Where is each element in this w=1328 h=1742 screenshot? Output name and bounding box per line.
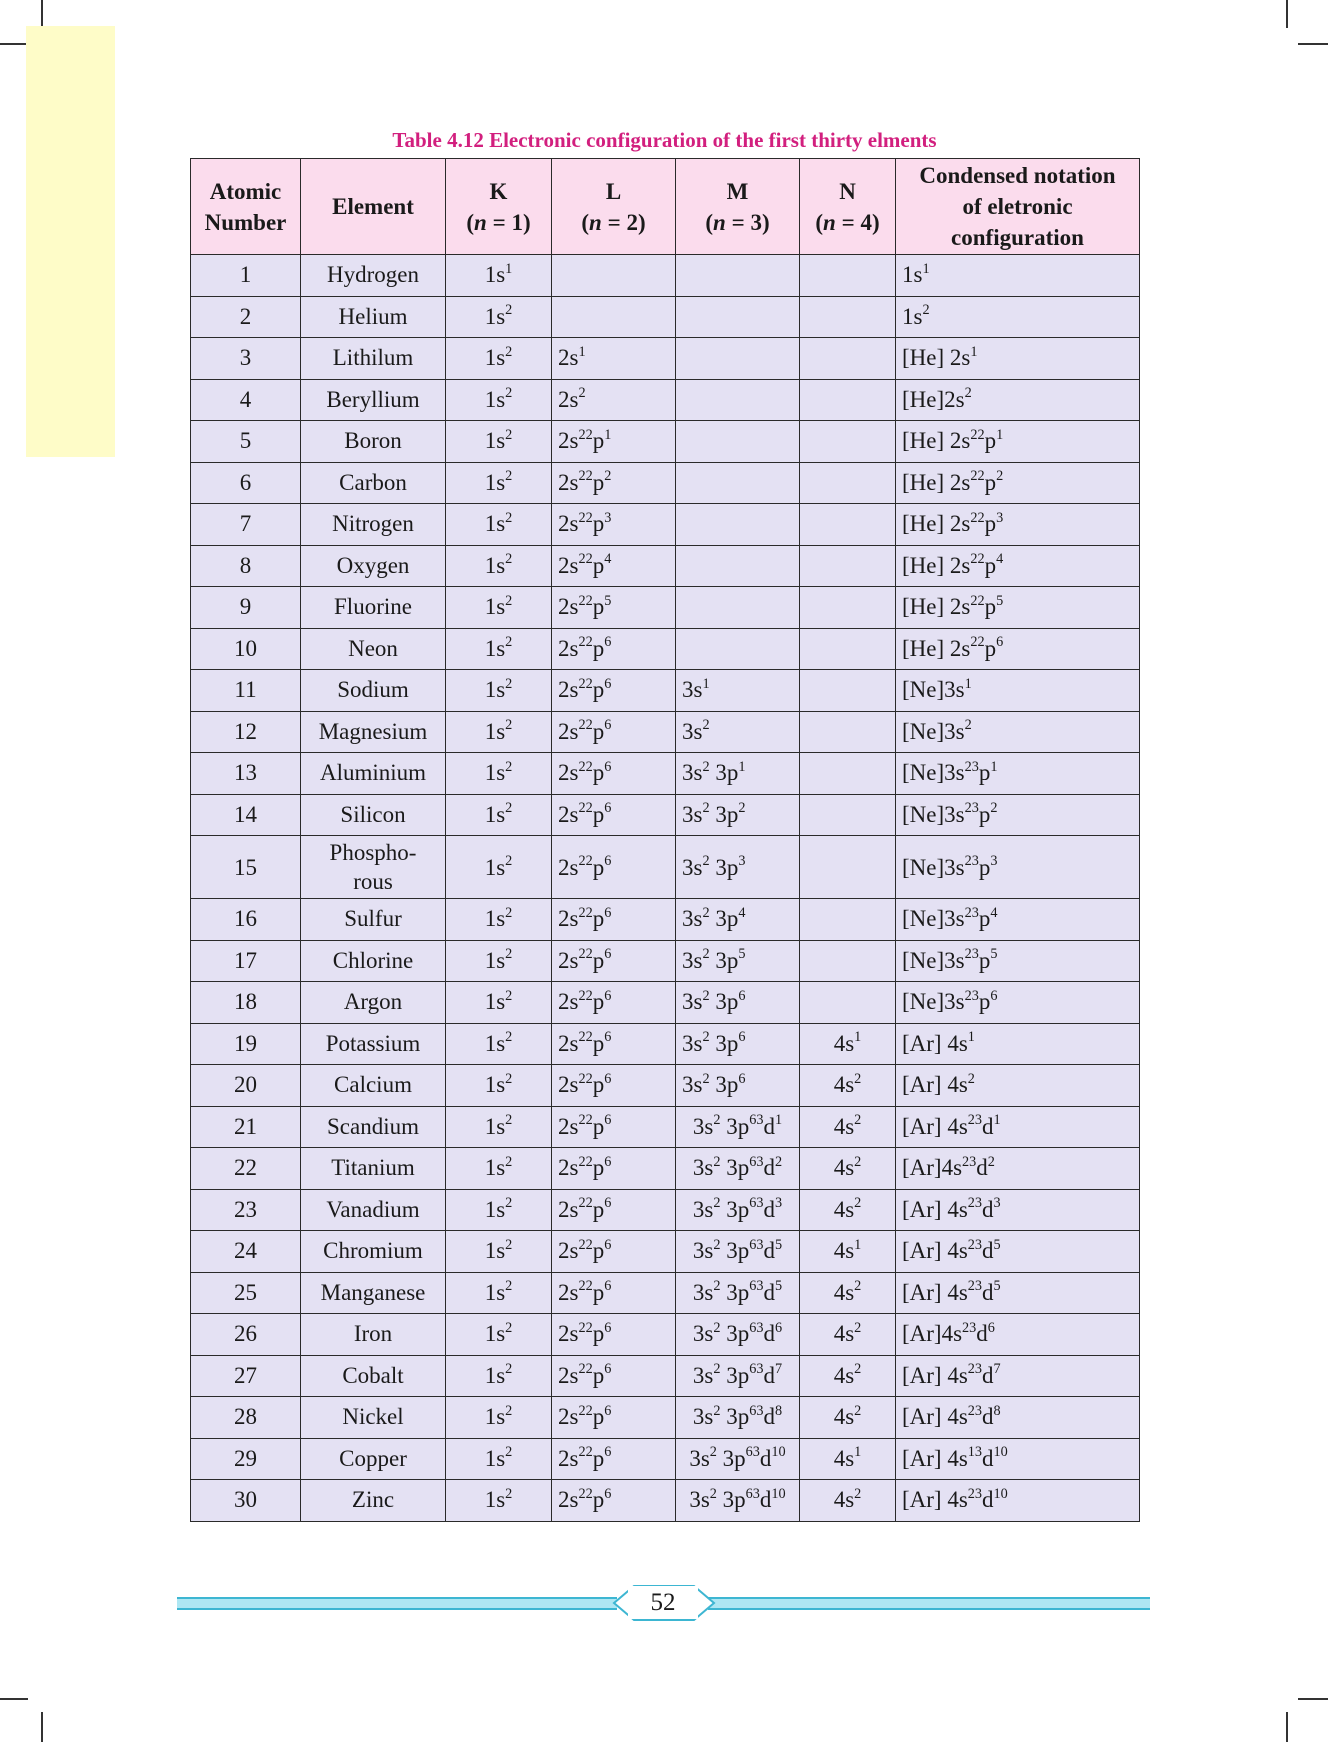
cell-k-shell: $1s^2$ bbox=[446, 1231, 552, 1273]
cell-m-shell bbox=[676, 504, 800, 546]
header-m-n: (n = 3) bbox=[705, 209, 770, 235]
cell-m-shell bbox=[676, 379, 800, 421]
cell-element-name: Hydrogen bbox=[301, 255, 446, 297]
cell-l-shell: $2s^{22}p^6$ bbox=[552, 670, 676, 712]
cell-k-shell: $1s^2$ bbox=[446, 1480, 552, 1522]
crop-mark-top-left-h bbox=[0, 43, 28, 45]
cell-n-shell: $4s^2$ bbox=[800, 1355, 896, 1397]
cell-m-shell bbox=[676, 255, 800, 297]
header-n-n: (n = 4) bbox=[815, 209, 880, 235]
cell-condensed-notation: [Ar] $4s^{23}d^8$ bbox=[896, 1397, 1140, 1439]
cell-atomic-number: 7 bbox=[191, 504, 301, 546]
cell-k-shell: $1s^2$ bbox=[446, 587, 552, 629]
cell-m-shell: $3s^2$ $3p^{63}d^2$ bbox=[676, 1148, 800, 1190]
header-n-letter: N bbox=[839, 178, 856, 204]
cell-condensed-notation: [Ar] $4s^1$ bbox=[896, 1023, 1140, 1065]
cell-condensed-notation: [Ar] $4s^2$ bbox=[896, 1065, 1140, 1107]
cell-atomic-number: 17 bbox=[191, 940, 301, 982]
cell-l-shell: $2s^{22}p^6$ bbox=[552, 1231, 676, 1273]
table-row bbox=[191, 711, 1140, 753]
crop-mark-bottom-right-h bbox=[1298, 1698, 1328, 1700]
cell-atomic-number: 21 bbox=[191, 1106, 301, 1148]
table-row bbox=[191, 670, 1140, 712]
cell-k-shell: $1s^2$ bbox=[446, 1065, 552, 1107]
cell-m-shell: $3s^2$ $3p^6$ bbox=[676, 1065, 800, 1107]
cell-atomic-number: 22 bbox=[191, 1148, 301, 1190]
cell-k-shell: $1s^2$ bbox=[446, 1397, 552, 1439]
table-row bbox=[191, 794, 1140, 836]
table-row bbox=[191, 1314, 1140, 1356]
cell-l-shell: $2s^{22}p^6$ bbox=[552, 628, 676, 670]
table-row bbox=[191, 587, 1140, 629]
table-body bbox=[191, 255, 1140, 1522]
cell-atomic-number: 8 bbox=[191, 545, 301, 587]
cell-atomic-number: 30 bbox=[191, 1480, 301, 1522]
table-row bbox=[191, 421, 1140, 463]
cell-condensed-notation: $[He]2s^2$ bbox=[896, 379, 1140, 421]
cell-element-name: Fluorine bbox=[301, 587, 446, 629]
cell-m-shell: $3s^2$ $3p^{63}d^1$ bbox=[676, 1106, 800, 1148]
cell-n-shell: $4s^2$ bbox=[800, 1272, 896, 1314]
header-m-shell bbox=[676, 159, 800, 255]
cell-m-shell: $3s^2$ $3p^4$ bbox=[676, 899, 800, 941]
table-row bbox=[191, 379, 1140, 421]
cell-atomic-number: 6 bbox=[191, 462, 301, 504]
footer-line-right bbox=[708, 1597, 1150, 1610]
cell-n-shell bbox=[800, 628, 896, 670]
cell-k-shell: $1s^1$ bbox=[446, 255, 552, 297]
cell-element-name: Phospho- rous bbox=[301, 836, 446, 899]
header-condensed-line3: configuration bbox=[951, 225, 1084, 250]
cell-element-name: Boron bbox=[301, 421, 446, 463]
table-row bbox=[191, 462, 1140, 504]
cell-m-shell: $3s^2$ $3p^{63}d^5$ bbox=[676, 1231, 800, 1273]
header-m-letter: M bbox=[726, 178, 749, 204]
cell-n-shell bbox=[800, 836, 896, 899]
cell-condensed-notation: [Ar] $4s^{13}d^{10}$ bbox=[896, 1438, 1140, 1480]
cell-condensed-notation: $[Ar]4s^{23}d^2$ bbox=[896, 1148, 1140, 1190]
cell-n-shell: $4s^2$ bbox=[800, 1480, 896, 1522]
header-l-n: (n = 2) bbox=[581, 209, 646, 235]
cell-element-name: Silicon bbox=[301, 794, 446, 836]
cell-l-shell: $2s^{22}p^6$ bbox=[552, 836, 676, 899]
cell-k-shell: $1s^2$ bbox=[446, 462, 552, 504]
cell-k-shell: $1s^2$ bbox=[446, 1023, 552, 1065]
cell-atomic-number: 12 bbox=[191, 711, 301, 753]
cell-condensed-notation: [Ar] $4s^{23}d^1$ bbox=[896, 1106, 1140, 1148]
cell-n-shell: $4s^2$ bbox=[800, 1106, 896, 1148]
cell-l-shell: $2s^{22}p^6$ bbox=[552, 711, 676, 753]
table-row bbox=[191, 982, 1140, 1024]
table-row bbox=[191, 255, 1140, 297]
cell-element-name: Carbon bbox=[301, 462, 446, 504]
table-row bbox=[191, 504, 1140, 546]
cell-element-name: Neon bbox=[301, 628, 446, 670]
table-row bbox=[191, 338, 1140, 380]
cell-k-shell: $1s^2$ bbox=[446, 899, 552, 941]
cell-element-name: Nickel bbox=[301, 1397, 446, 1439]
header-condensed-line1: Condensed notation bbox=[919, 163, 1116, 188]
cell-element-name: Oxygen bbox=[301, 545, 446, 587]
header-condensed-line2: of eletronic bbox=[962, 194, 1073, 219]
cell-n-shell: $4s^2$ bbox=[800, 1065, 896, 1107]
cell-element-name: Beryllium bbox=[301, 379, 446, 421]
cell-element-name: Potassium bbox=[301, 1023, 446, 1065]
crop-mark-bottom-right-v bbox=[1286, 1712, 1288, 1742]
cell-k-shell: $1s^2$ bbox=[446, 940, 552, 982]
table-row bbox=[191, 836, 1140, 899]
cell-n-shell bbox=[800, 504, 896, 546]
cell-n-shell bbox=[800, 940, 896, 982]
cell-l-shell: $2s^{22}p^6$ bbox=[552, 1189, 676, 1231]
cell-atomic-number: 5 bbox=[191, 421, 301, 463]
cell-m-shell: $3s^2$ $3p^{63}d^6$ bbox=[676, 1314, 800, 1356]
cell-condensed-notation: $[Ne]3s^{23}p^2$ bbox=[896, 794, 1140, 836]
cell-n-shell: $4s^2$ bbox=[800, 1314, 896, 1356]
table-row bbox=[191, 1355, 1140, 1397]
header-k-n: (n = 1) bbox=[466, 209, 531, 235]
cell-condensed-notation: [Ar] $4s^{23}d^{10}$ bbox=[896, 1480, 1140, 1522]
cell-condensed-notation: [He] $2s^{22}p^5$ bbox=[896, 587, 1140, 629]
cell-element-name: Iron bbox=[301, 1314, 446, 1356]
cell-k-shell: $1s^2$ bbox=[446, 836, 552, 899]
cell-l-shell: $2s^{22}p^6$ bbox=[552, 1106, 676, 1148]
footer-line-left bbox=[177, 1597, 617, 1610]
cell-element-name: Calcium bbox=[301, 1065, 446, 1107]
cell-n-shell: $4s^1$ bbox=[800, 1023, 896, 1065]
cell-element-name: Chlorine bbox=[301, 940, 446, 982]
cell-element-name: Helium bbox=[301, 296, 446, 338]
cell-k-shell: $1s^2$ bbox=[446, 504, 552, 546]
cell-element-name: Manganese bbox=[301, 1272, 446, 1314]
cell-k-shell: $1s^2$ bbox=[446, 296, 552, 338]
cell-k-shell: $1s^2$ bbox=[446, 1106, 552, 1148]
cell-n-shell bbox=[800, 794, 896, 836]
cell-l-shell: $2s^{22}p^6$ bbox=[552, 899, 676, 941]
cell-element-name: Titanium bbox=[301, 1148, 446, 1190]
cell-condensed-notation: [He] $2s^{22}p^6$ bbox=[896, 628, 1140, 670]
cell-atomic-number: 4 bbox=[191, 379, 301, 421]
table-row bbox=[191, 940, 1140, 982]
cell-l-shell: $2s^{22}p^6$ bbox=[552, 1480, 676, 1522]
crop-mark-bottom-left-h bbox=[0, 1698, 28, 1700]
cell-atomic-number: 15 bbox=[191, 836, 301, 899]
table-row bbox=[191, 1106, 1140, 1148]
cell-k-shell: $1s^2$ bbox=[446, 1189, 552, 1231]
cell-condensed-notation: $[Ar]4s^{23}d^6$ bbox=[896, 1314, 1140, 1356]
cell-n-shell bbox=[800, 670, 896, 712]
cell-l-shell: $2s^{22}p^6$ bbox=[552, 1314, 676, 1356]
cell-atomic-number: 24 bbox=[191, 1231, 301, 1273]
cell-element-name: Chromium bbox=[301, 1231, 446, 1273]
electron-configuration-table bbox=[190, 158, 1140, 1522]
header-n-shell bbox=[800, 159, 896, 255]
cell-condensed-notation: [He] $2s^{22}p^1$ bbox=[896, 421, 1140, 463]
cell-element-name: Scandium bbox=[301, 1106, 446, 1148]
table-row bbox=[191, 1189, 1140, 1231]
page-number: 52 bbox=[628, 1586, 698, 1619]
cell-element-name: Vanadium bbox=[301, 1189, 446, 1231]
cell-m-shell: $3s^2$ $3p^2$ bbox=[676, 794, 800, 836]
cell-m-shell bbox=[676, 628, 800, 670]
cell-m-shell bbox=[676, 587, 800, 629]
cell-l-shell: $2s^{22}p^6$ bbox=[552, 1355, 676, 1397]
cell-k-shell: $1s^2$ bbox=[446, 982, 552, 1024]
cell-atomic-number: 1 bbox=[191, 255, 301, 297]
cell-condensed-notation: $[Ne]3s^{23}p^5$ bbox=[896, 940, 1140, 982]
cell-k-shell: $1s^2$ bbox=[446, 1148, 552, 1190]
cell-atomic-number: 23 bbox=[191, 1189, 301, 1231]
cell-element-name: Aluminium bbox=[301, 753, 446, 795]
cell-m-shell: $3s^2$ $3p^3$ bbox=[676, 836, 800, 899]
cell-k-shell: $1s^2$ bbox=[446, 1438, 552, 1480]
header-k-letter: K bbox=[489, 178, 508, 204]
cell-element-name: Argon bbox=[301, 982, 446, 1024]
header-atomic-line2: Number bbox=[204, 209, 287, 235]
cell-l-shell: $2s^{22}p^6$ bbox=[552, 794, 676, 836]
cell-atomic-number: 19 bbox=[191, 1023, 301, 1065]
cell-condensed-notation: [He] $2s^1$ bbox=[896, 338, 1140, 380]
cell-atomic-number: 9 bbox=[191, 587, 301, 629]
cell-atomic-number: 14 bbox=[191, 794, 301, 836]
table-row bbox=[191, 1397, 1140, 1439]
cell-element-name: Lithilum bbox=[301, 338, 446, 380]
cell-atomic-number: 25 bbox=[191, 1272, 301, 1314]
crop-mark-bottom-left-v bbox=[41, 1712, 43, 1742]
cell-condensed-notation: [He] $2s^{22}p^2$ bbox=[896, 462, 1140, 504]
cell-element-name: Nitrogen bbox=[301, 504, 446, 546]
header-l-letter: L bbox=[605, 178, 622, 204]
cell-l-shell: $2s^{22}p^6$ bbox=[552, 1023, 676, 1065]
table-row bbox=[191, 545, 1140, 587]
cell-condensed-notation: $1s^2$ bbox=[896, 296, 1140, 338]
cell-element-name: Sulfur bbox=[301, 899, 446, 941]
table-row bbox=[191, 1438, 1140, 1480]
table-header-row bbox=[191, 159, 1140, 255]
header-condensed-notation bbox=[896, 159, 1140, 255]
cell-condensed-notation: $[Ne]3s^1$ bbox=[896, 670, 1140, 712]
cell-atomic-number: 2 bbox=[191, 296, 301, 338]
cell-condensed-notation: $1s^1$ bbox=[896, 255, 1140, 297]
crop-mark-top-right-h bbox=[1298, 43, 1328, 45]
cell-l-shell: $2s^{22}p^6$ bbox=[552, 1272, 676, 1314]
cell-k-shell: $1s^2$ bbox=[446, 794, 552, 836]
cell-n-shell bbox=[800, 379, 896, 421]
table-row bbox=[191, 1272, 1140, 1314]
cell-k-shell: $1s^2$ bbox=[446, 379, 552, 421]
cell-l-shell: $2s^{22}p^2$ bbox=[552, 462, 676, 504]
cell-n-shell bbox=[800, 421, 896, 463]
cell-l-shell: $2s^{22}p^6$ bbox=[552, 1065, 676, 1107]
cell-condensed-notation: $[Ne]3s^{23}p^6$ bbox=[896, 982, 1140, 1024]
cell-m-shell: $3s^2$ $3p^1$ bbox=[676, 753, 800, 795]
cell-atomic-number: 3 bbox=[191, 338, 301, 380]
cell-m-shell bbox=[676, 462, 800, 504]
cell-k-shell: $1s^2$ bbox=[446, 545, 552, 587]
side-color-strip bbox=[26, 26, 115, 457]
cell-n-shell bbox=[800, 296, 896, 338]
cell-l-shell: $2s^{22}p^6$ bbox=[552, 982, 676, 1024]
cell-k-shell: $1s^2$ bbox=[446, 1272, 552, 1314]
cell-l-shell: $2s^{22}p^6$ bbox=[552, 1148, 676, 1190]
cell-condensed-notation: [He] $2s^{22}p^4$ bbox=[896, 545, 1140, 587]
cell-condensed-notation: [Ar] $4s^{23}d^7$ bbox=[896, 1355, 1140, 1397]
cell-element-name: Zinc bbox=[301, 1480, 446, 1522]
cell-n-shell bbox=[800, 255, 896, 297]
cell-m-shell: $3s^2$ $3p^{63}d^3$ bbox=[676, 1189, 800, 1231]
table-row bbox=[191, 1480, 1140, 1522]
cell-atomic-number: 11 bbox=[191, 670, 301, 712]
cell-l-shell: $2s^{22}p^1$ bbox=[552, 421, 676, 463]
cell-k-shell: $1s^2$ bbox=[446, 421, 552, 463]
cell-n-shell: $4s^1$ bbox=[800, 1231, 896, 1273]
cell-condensed-notation: $[Ne]3s^{23}p^3$ bbox=[896, 836, 1140, 899]
cell-n-shell bbox=[800, 545, 896, 587]
cell-condensed-notation: [He] $2s^{22}p^3$ bbox=[896, 504, 1140, 546]
header-element: Element bbox=[301, 159, 446, 255]
cell-k-shell: $1s^2$ bbox=[446, 1355, 552, 1397]
cell-m-shell: $3s^2$ $3p^{63}d^{10}$ bbox=[676, 1438, 800, 1480]
cell-k-shell: $1s^2$ bbox=[446, 1314, 552, 1356]
cell-condensed-notation: $[Ne]3s^{23}p^4$ bbox=[896, 899, 1140, 941]
header-k-shell bbox=[446, 159, 552, 255]
cell-atomic-number: 16 bbox=[191, 899, 301, 941]
cell-n-shell bbox=[800, 587, 896, 629]
cell-n-shell bbox=[800, 711, 896, 753]
cell-m-shell: $3s^2$ $3p^{63}d^7$ bbox=[676, 1355, 800, 1397]
cell-condensed-notation: [Ar] $4s^{23}d^5$ bbox=[896, 1272, 1140, 1314]
cell-l-shell: $2s^{22}p^4$ bbox=[552, 545, 676, 587]
table-row bbox=[191, 1065, 1140, 1107]
cell-condensed-notation: [Ar] $4s^{23}d^3$ bbox=[896, 1189, 1140, 1231]
cell-k-shell: $1s^2$ bbox=[446, 338, 552, 380]
cell-m-shell: $3s^2$ $3p^6$ bbox=[676, 1023, 800, 1065]
cell-n-shell: $4s^2$ bbox=[800, 1189, 896, 1231]
cell-atomic-number: 13 bbox=[191, 753, 301, 795]
cell-l-shell: $2s^{22}p^6$ bbox=[552, 1397, 676, 1439]
cell-m-shell: $3s^2$ $3p^{63}d^5$ bbox=[676, 1272, 800, 1314]
cell-m-shell bbox=[676, 545, 800, 587]
cell-element-name: Magnesium bbox=[301, 711, 446, 753]
cell-m-shell: $3s^1$ bbox=[676, 670, 800, 712]
cell-n-shell bbox=[800, 982, 896, 1024]
cell-m-shell: $3s^2$ $3p^5$ bbox=[676, 940, 800, 982]
header-atomic-number bbox=[191, 159, 301, 255]
cell-m-shell: $3s^2$ $3p^6$ bbox=[676, 982, 800, 1024]
cell-element-name: Cobalt bbox=[301, 1355, 446, 1397]
cell-l-shell bbox=[552, 296, 676, 338]
table-row bbox=[191, 1148, 1140, 1190]
cell-m-shell: $3s^2$ $3p^{63}d^8$ bbox=[676, 1397, 800, 1439]
cell-atomic-number: 29 bbox=[191, 1438, 301, 1480]
cell-m-shell bbox=[676, 338, 800, 380]
table-row bbox=[191, 1023, 1140, 1065]
header-l-shell bbox=[552, 159, 676, 255]
cell-l-shell: $2s^{22}p^3$ bbox=[552, 504, 676, 546]
cell-n-shell: $4s^2$ bbox=[800, 1148, 896, 1190]
cell-k-shell: $1s^2$ bbox=[446, 670, 552, 712]
cell-k-shell: $1s^2$ bbox=[446, 753, 552, 795]
table-row bbox=[191, 1231, 1140, 1273]
cell-k-shell: $1s^2$ bbox=[446, 711, 552, 753]
cell-n-shell bbox=[800, 462, 896, 504]
cell-k-shell: $1s^2$ bbox=[446, 628, 552, 670]
table-caption: Table 4.12 Electronic configuration of the first thirty elments bbox=[392, 128, 937, 152]
cell-element-name: Copper bbox=[301, 1438, 446, 1480]
cell-atomic-number: 18 bbox=[191, 982, 301, 1024]
header-atomic-line1: Atomic bbox=[209, 178, 282, 204]
cell-m-shell bbox=[676, 421, 800, 463]
crop-mark-top-right-v bbox=[1286, 0, 1288, 28]
cell-l-shell bbox=[552, 255, 676, 297]
cell-l-shell: $2s^{22}p^6$ bbox=[552, 1438, 676, 1480]
cell-n-shell: $4s^1$ bbox=[800, 1438, 896, 1480]
table-row bbox=[191, 628, 1140, 670]
table-row bbox=[191, 899, 1140, 941]
table-row bbox=[191, 753, 1140, 795]
crop-mark-top-left-v bbox=[41, 0, 43, 28]
cell-atomic-number: 28 bbox=[191, 1397, 301, 1439]
cell-m-shell bbox=[676, 296, 800, 338]
cell-m-shell: $3s^2$ bbox=[676, 711, 800, 753]
cell-n-shell: $4s^2$ bbox=[800, 1397, 896, 1439]
cell-atomic-number: 10 bbox=[191, 628, 301, 670]
cell-l-shell: $2s^{22}p^5$ bbox=[552, 587, 676, 629]
cell-condensed-notation: $[Ne]3s^{23}p^1$ bbox=[896, 753, 1140, 795]
cell-atomic-number: 27 bbox=[191, 1355, 301, 1397]
cell-n-shell bbox=[800, 899, 896, 941]
cell-l-shell: $2s^{22}p^6$ bbox=[552, 753, 676, 795]
table-row bbox=[191, 296, 1140, 338]
cell-atomic-number: 26 bbox=[191, 1314, 301, 1356]
cell-condensed-notation: $[Ne]3s^2$ bbox=[896, 711, 1140, 753]
cell-l-shell: $2s^2$ bbox=[552, 379, 676, 421]
cell-atomic-number: 20 bbox=[191, 1065, 301, 1107]
cell-element-name: Sodium bbox=[301, 670, 446, 712]
cell-condensed-notation: [Ar] $4s^{23}d^5$ bbox=[896, 1231, 1140, 1273]
cell-n-shell bbox=[800, 753, 896, 795]
cell-n-shell bbox=[800, 338, 896, 380]
cell-l-shell: $2s^1$ bbox=[552, 338, 676, 380]
cell-l-shell: $2s^{22}p^6$ bbox=[552, 940, 676, 982]
cell-m-shell: $3s^2$ $3p^{63}d^{10}$ bbox=[676, 1480, 800, 1522]
